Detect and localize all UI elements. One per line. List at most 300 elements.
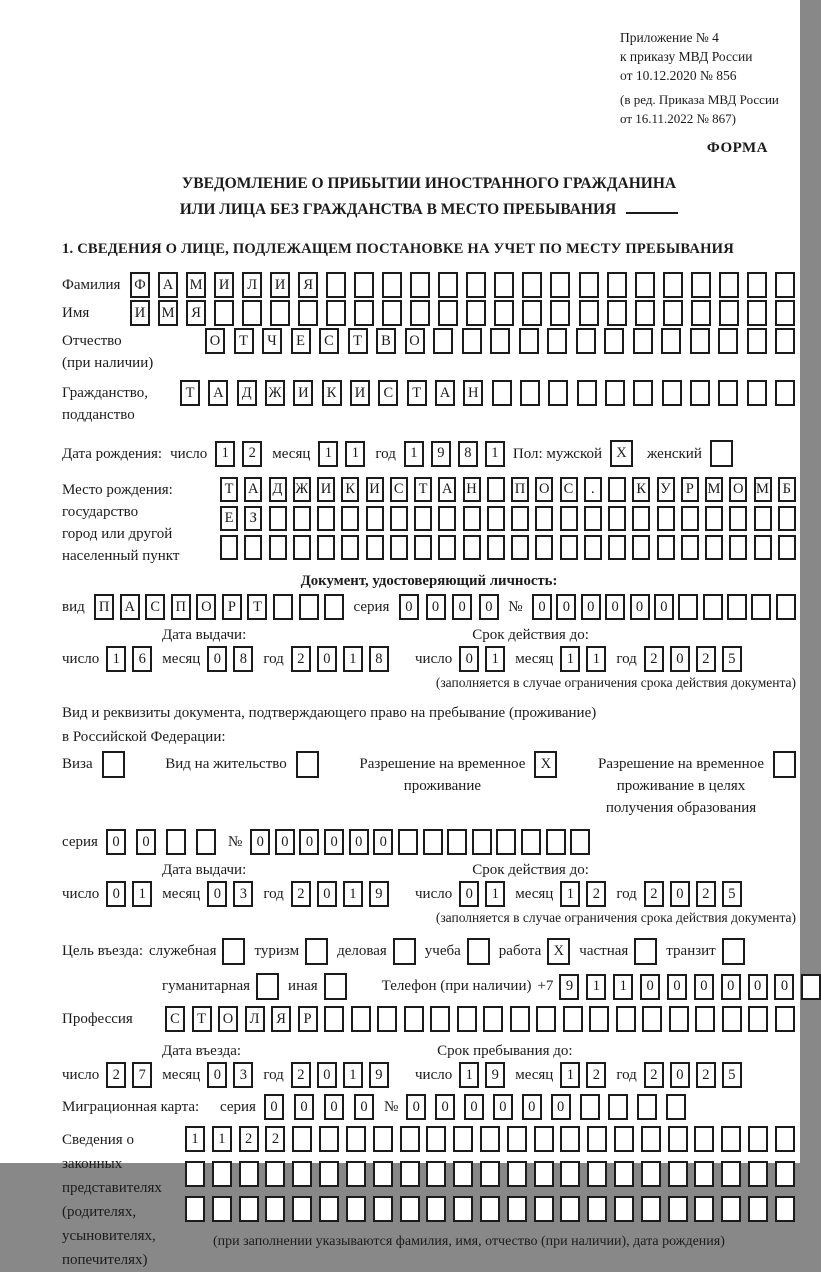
birth-place-cell[interactable]: [269, 506, 287, 531]
citizenship-cell[interactable]: К: [322, 380, 342, 406]
citizenship-cell[interactable]: [718, 380, 738, 406]
citizenship-cell[interactable]: [690, 380, 710, 406]
stay-number-cell[interactable]: 0: [324, 829, 344, 855]
expiry-day-cell[interactable]: 0: [459, 646, 479, 672]
given-name-cell[interactable]: [270, 300, 290, 326]
birth-place-cell[interactable]: И: [366, 477, 384, 502]
migration-number-cell[interactable]: [637, 1094, 657, 1120]
identity-kind-cell[interactable]: П: [94, 594, 114, 620]
birth-place-cell[interactable]: С: [390, 477, 408, 502]
representative-cell[interactable]: [748, 1161, 768, 1187]
representative-cell[interactable]: [292, 1126, 312, 1152]
issue-day-cell[interactable]: 1: [132, 881, 152, 907]
citizenship-cell[interactable]: Т: [407, 380, 427, 406]
given-name-cell[interactable]: [382, 300, 402, 326]
birth-place-cell[interactable]: Р: [681, 477, 699, 502]
birth-place-cell[interactable]: [632, 506, 650, 531]
representative-cell[interactable]: 2: [239, 1126, 259, 1152]
birth-place-cell[interactable]: [487, 477, 505, 502]
representative-cell[interactable]: [721, 1196, 741, 1222]
patronymic-cell[interactable]: [604, 328, 624, 354]
birth-month-cell[interactable]: 1: [345, 441, 365, 467]
purpose-checkbox[interactable]: [634, 938, 657, 965]
birth-place-cell[interactable]: Ж: [293, 477, 311, 502]
identity-number-cell[interactable]: [703, 594, 723, 620]
stay-number-cell[interactable]: 0: [373, 829, 393, 855]
identity-kind-cell[interactable]: С: [145, 594, 165, 620]
temp-permit-checkbox[interactable]: X: [534, 751, 557, 778]
representative-cell[interactable]: [775, 1161, 795, 1187]
issue-year-cell[interactable]: 1: [343, 646, 363, 672]
representative-cell[interactable]: [346, 1161, 366, 1187]
profession-cell[interactable]: [722, 1006, 742, 1032]
representative-cell[interactable]: [400, 1161, 420, 1187]
migration-number-cell[interactable]: 0: [522, 1094, 542, 1120]
surname-cell[interactable]: Ф: [130, 272, 150, 298]
given-name-cell[interactable]: М: [158, 300, 178, 326]
identity-series-cell[interactable]: 0: [452, 594, 472, 620]
expiry-month-cell[interactable]: 1: [560, 646, 580, 672]
until-month-cell[interactable]: 1: [560, 1062, 580, 1088]
phone-cell[interactable]: 0: [667, 974, 687, 1000]
issue-month-cell[interactable]: 0: [207, 646, 227, 672]
birth-place-cell[interactable]: А: [438, 477, 456, 502]
patronymic-cell[interactable]: О: [405, 328, 425, 354]
birth-place-cell[interactable]: [657, 535, 675, 560]
given-name-cell[interactable]: [326, 300, 346, 326]
patronymic-cell[interactable]: [718, 328, 738, 354]
entry-day-cell[interactable]: 7: [132, 1062, 152, 1088]
birth-place-cell[interactable]: [438, 506, 456, 531]
patronymic-cell[interactable]: [775, 328, 795, 354]
representative-cell[interactable]: [346, 1196, 366, 1222]
representative-cell[interactable]: [587, 1161, 607, 1187]
profession-cell[interactable]: [536, 1006, 556, 1032]
identity-kind-cell[interactable]: А: [120, 594, 140, 620]
citizenship-cell[interactable]: И: [293, 380, 313, 406]
birth-place-cell[interactable]: К: [632, 477, 650, 502]
stay-number-cell[interactable]: [447, 829, 467, 855]
birth-place-cell[interactable]: [535, 535, 553, 560]
purpose-checkbox[interactable]: [722, 938, 745, 965]
birth-place-cell[interactable]: [778, 535, 796, 560]
profession-cell[interactable]: [351, 1006, 371, 1032]
given-name-cell[interactable]: [635, 300, 655, 326]
profession-cell[interactable]: [510, 1006, 530, 1032]
citizenship-cell[interactable]: Н: [463, 380, 483, 406]
profession-cell[interactable]: [616, 1006, 636, 1032]
given-name-cell[interactable]: [214, 300, 234, 326]
representative-cell[interactable]: [292, 1161, 312, 1187]
identity-series-cell[interactable]: 0: [479, 594, 499, 620]
birth-year-cell[interactable]: 1: [404, 441, 424, 467]
birth-place-cell[interactable]: О: [535, 477, 553, 502]
identity-kind-cell[interactable]: Р: [222, 594, 242, 620]
profession-cell[interactable]: [748, 1006, 768, 1032]
profession-cell[interactable]: Л: [245, 1006, 265, 1032]
identity-kind-cell[interactable]: [299, 594, 319, 620]
representative-cell[interactable]: [560, 1126, 580, 1152]
representative-cell[interactable]: [373, 1126, 393, 1152]
identity-series-cell[interactable]: 0: [399, 594, 419, 620]
birth-place-cell[interactable]: [681, 506, 699, 531]
citizenship-cell[interactable]: И: [350, 380, 370, 406]
representative-cell[interactable]: [426, 1161, 446, 1187]
surname-cell[interactable]: И: [270, 272, 290, 298]
given-name-cell[interactable]: [438, 300, 458, 326]
identity-number-cell[interactable]: 0: [532, 594, 552, 620]
patronymic-cell[interactable]: [747, 328, 767, 354]
surname-cell[interactable]: [635, 272, 655, 298]
birth-place-cell[interactable]: [754, 535, 772, 560]
birth-place-cell[interactable]: З: [244, 506, 262, 531]
entry-year-cell[interactable]: 1: [343, 1062, 363, 1088]
representative-cell[interactable]: [400, 1196, 420, 1222]
identity-kind-cell[interactable]: Т: [247, 594, 267, 620]
identity-number-cell[interactable]: 0: [581, 594, 601, 620]
profession-cell[interactable]: [404, 1006, 424, 1032]
birth-day-cell[interactable]: 1: [215, 441, 235, 467]
profession-cell[interactable]: С: [165, 1006, 185, 1032]
birth-place-cell[interactable]: [390, 535, 408, 560]
expiry-year-cell[interactable]: 2: [644, 646, 664, 672]
citizenship-cell[interactable]: [605, 380, 625, 406]
citizenship-cell[interactable]: А: [208, 380, 228, 406]
representative-cell[interactable]: 2: [265, 1126, 285, 1152]
identity-number-cell[interactable]: [751, 594, 771, 620]
profession-cell[interactable]: [377, 1006, 397, 1032]
entry-year-cell[interactable]: 9: [369, 1062, 389, 1088]
expiry-year-cell[interactable]: 0: [670, 881, 690, 907]
representative-cell[interactable]: [587, 1196, 607, 1222]
representative-cell[interactable]: [212, 1161, 232, 1187]
patronymic-cell[interactable]: [576, 328, 596, 354]
purpose-checkbox[interactable]: [305, 938, 328, 965]
phone-cell[interactable]: [801, 974, 821, 1000]
given-name-cell[interactable]: [494, 300, 514, 326]
given-name-cell[interactable]: [663, 300, 683, 326]
birth-place-cell[interactable]: У: [657, 477, 675, 502]
profession-cell[interactable]: [324, 1006, 344, 1032]
representative-cell[interactable]: [453, 1161, 473, 1187]
until-month-cell[interactable]: 2: [586, 1062, 606, 1088]
birth-place-cell[interactable]: [729, 535, 747, 560]
representative-cell[interactable]: [373, 1196, 393, 1222]
identity-number-cell[interactable]: 0: [654, 594, 674, 620]
issue-year-cell[interactable]: 9: [369, 881, 389, 907]
patronymic-cell[interactable]: [490, 328, 510, 354]
issue-year-cell[interactable]: 8: [369, 646, 389, 672]
representative-cell[interactable]: [319, 1161, 339, 1187]
representative-cell[interactable]: 1: [212, 1126, 232, 1152]
stay-number-cell[interactable]: 0: [299, 829, 319, 855]
female-checkbox[interactable]: [710, 440, 733, 467]
birth-place-cell[interactable]: [269, 535, 287, 560]
representative-cell[interactable]: [748, 1196, 768, 1222]
visa-checkbox[interactable]: [102, 751, 125, 778]
birth-place-cell[interactable]: Т: [220, 477, 238, 502]
birth-place-cell[interactable]: [463, 506, 481, 531]
stay-series-cell[interactable]: [166, 829, 186, 855]
until-year-cell[interactable]: 2: [696, 1062, 716, 1088]
purpose-checkbox[interactable]: [324, 973, 347, 1000]
birth-place-cell[interactable]: [608, 477, 626, 502]
patronymic-cell[interactable]: [433, 328, 453, 354]
representative-cell[interactable]: [185, 1161, 205, 1187]
citizenship-cell[interactable]: Д: [237, 380, 257, 406]
given-name-cell[interactable]: [747, 300, 767, 326]
purpose-checkbox[interactable]: [256, 973, 279, 1000]
representative-cell[interactable]: [319, 1196, 339, 1222]
representative-cell[interactable]: [668, 1196, 688, 1222]
identity-kind-cell[interactable]: [273, 594, 293, 620]
citizenship-cell[interactable]: [577, 380, 597, 406]
surname-cell[interactable]: М: [186, 272, 206, 298]
citizenship-cell[interactable]: [747, 380, 767, 406]
surname-cell[interactable]: [382, 272, 402, 298]
patronymic-cell[interactable]: [661, 328, 681, 354]
birth-place-cell[interactable]: [584, 506, 602, 531]
representative-cell[interactable]: [426, 1126, 446, 1152]
birth-place-cell[interactable]: [487, 535, 505, 560]
patronymic-cell[interactable]: О: [205, 328, 225, 354]
surname-cell[interactable]: [466, 272, 486, 298]
representative-cell[interactable]: [641, 1126, 661, 1152]
patronymic-cell[interactable]: [519, 328, 539, 354]
representative-cell[interactable]: 1: [185, 1126, 205, 1152]
stay-number-cell[interactable]: [398, 829, 418, 855]
representative-cell[interactable]: [614, 1126, 634, 1152]
surname-cell[interactable]: И: [214, 272, 234, 298]
surname-cell[interactable]: Я: [298, 272, 318, 298]
birth-place-cell[interactable]: [584, 535, 602, 560]
birth-place-cell[interactable]: М: [754, 477, 772, 502]
surname-cell[interactable]: [719, 272, 739, 298]
representative-cell[interactable]: [694, 1161, 714, 1187]
profession-cell[interactable]: [457, 1006, 477, 1032]
representative-cell[interactable]: [453, 1196, 473, 1222]
representative-cell[interactable]: [748, 1126, 768, 1152]
migration-series-cell[interactable]: 0: [324, 1094, 344, 1120]
entry-month-cell[interactable]: 3: [233, 1062, 253, 1088]
phone-cell[interactable]: 9: [559, 974, 579, 1000]
edu-permit-checkbox[interactable]: [773, 751, 796, 778]
identity-number-cell[interactable]: 0: [605, 594, 625, 620]
surname-cell[interactable]: [494, 272, 514, 298]
surname-cell[interactable]: [663, 272, 683, 298]
expiry-year-cell[interactable]: 2: [696, 646, 716, 672]
representative-cell[interactable]: [668, 1126, 688, 1152]
surname-cell[interactable]: [354, 272, 374, 298]
expiry-year-cell[interactable]: 2: [644, 881, 664, 907]
profession-cell[interactable]: [483, 1006, 503, 1032]
expiry-year-cell[interactable]: 0: [670, 646, 690, 672]
stay-number-cell[interactable]: [472, 829, 492, 855]
migration-series-cell[interactable]: 0: [264, 1094, 284, 1120]
representative-cell[interactable]: [534, 1196, 554, 1222]
phone-cell[interactable]: 0: [640, 974, 660, 1000]
citizenship-cell[interactable]: С: [378, 380, 398, 406]
citizenship-cell[interactable]: [492, 380, 512, 406]
birth-place-cell[interactable]: [366, 506, 384, 531]
birth-place-cell[interactable]: [390, 506, 408, 531]
surname-cell[interactable]: [522, 272, 542, 298]
representative-cell[interactable]: [212, 1196, 232, 1222]
birth-year-cell[interactable]: 1: [485, 441, 505, 467]
birth-place-cell[interactable]: [535, 506, 553, 531]
representative-cell[interactable]: [694, 1126, 714, 1152]
representative-cell[interactable]: [775, 1196, 795, 1222]
birth-place-cell[interactable]: [487, 506, 505, 531]
given-name-cell[interactable]: [410, 300, 430, 326]
surname-cell[interactable]: [691, 272, 711, 298]
birth-place-cell[interactable]: Н: [463, 477, 481, 502]
issue-day-cell[interactable]: 6: [132, 646, 152, 672]
phone-cell[interactable]: 0: [721, 974, 741, 1000]
profession-cell[interactable]: [669, 1006, 689, 1032]
birth-place-cell[interactable]: [414, 535, 432, 560]
birth-place-cell[interactable]: [317, 506, 335, 531]
birth-place-cell[interactable]: [681, 535, 699, 560]
birth-month-cell[interactable]: 1: [318, 441, 338, 467]
migration-number-cell[interactable]: [666, 1094, 686, 1120]
given-name-cell[interactable]: [775, 300, 795, 326]
birth-place-cell[interactable]: Б: [778, 477, 796, 502]
birth-place-cell[interactable]: [608, 506, 626, 531]
issue-year-cell[interactable]: 0: [317, 646, 337, 672]
representative-cell[interactable]: [507, 1196, 527, 1222]
migration-number-cell[interactable]: 0: [551, 1094, 571, 1120]
citizenship-cell[interactable]: [662, 380, 682, 406]
citizenship-cell[interactable]: Т: [180, 380, 200, 406]
representative-cell[interactable]: [587, 1126, 607, 1152]
birth-place-cell[interactable]: [754, 506, 772, 531]
stay-series-cell[interactable]: [196, 829, 216, 855]
profession-cell[interactable]: Я: [271, 1006, 291, 1032]
given-name-cell[interactable]: [466, 300, 486, 326]
identity-number-cell[interactable]: 0: [630, 594, 650, 620]
profession-cell[interactable]: [642, 1006, 662, 1032]
stay-number-cell[interactable]: [423, 829, 443, 855]
given-name-cell[interactable]: Я: [186, 300, 206, 326]
patronymic-cell[interactable]: Ч: [262, 328, 282, 354]
phone-cell[interactable]: 1: [586, 974, 606, 1000]
entry-month-cell[interactable]: 0: [207, 1062, 227, 1088]
patronymic-cell[interactable]: С: [319, 328, 339, 354]
citizenship-cell[interactable]: Ж: [265, 380, 285, 406]
representative-cell[interactable]: [641, 1196, 661, 1222]
representative-cell[interactable]: [239, 1196, 259, 1222]
given-name-cell[interactable]: [607, 300, 627, 326]
surname-cell[interactable]: [438, 272, 458, 298]
birth-place-cell[interactable]: [705, 506, 723, 531]
birth-place-cell[interactable]: [511, 535, 529, 560]
migration-series-cell[interactable]: 0: [294, 1094, 314, 1120]
issue-month-cell[interactable]: 0: [207, 881, 227, 907]
birth-place-cell[interactable]: Д: [269, 477, 287, 502]
representative-cell[interactable]: [614, 1196, 634, 1222]
representative-cell[interactable]: [534, 1161, 554, 1187]
profession-cell[interactable]: О: [218, 1006, 238, 1032]
issue-year-cell[interactable]: 0: [317, 881, 337, 907]
purpose-checkbox[interactable]: [467, 938, 490, 965]
representative-cell[interactable]: [507, 1126, 527, 1152]
until-day-cell[interactable]: 1: [459, 1062, 479, 1088]
surname-cell[interactable]: А: [158, 272, 178, 298]
issue-year-cell[interactable]: 1: [343, 881, 363, 907]
identity-kind-cell[interactable]: О: [196, 594, 216, 620]
birth-place-cell[interactable]: Т: [414, 477, 432, 502]
patronymic-cell[interactable]: Е: [291, 328, 311, 354]
expiry-month-cell[interactable]: 1: [586, 646, 606, 672]
identity-number-cell[interactable]: [678, 594, 698, 620]
expiry-year-cell[interactable]: 5: [722, 881, 742, 907]
stay-number-cell[interactable]: 0: [250, 829, 270, 855]
representative-cell[interactable]: [480, 1196, 500, 1222]
phone-cell[interactable]: 0: [694, 974, 714, 1000]
birth-place-cell[interactable]: [341, 506, 359, 531]
representative-cell[interactable]: [453, 1126, 473, 1152]
representative-cell[interactable]: [239, 1161, 259, 1187]
representative-cell[interactable]: [641, 1161, 661, 1187]
phone-cell[interactable]: 0: [748, 974, 768, 1000]
profession-cell[interactable]: [589, 1006, 609, 1032]
expiry-year-cell[interactable]: 2: [696, 881, 716, 907]
birth-place-cell[interactable]: .: [584, 477, 602, 502]
patronymic-cell[interactable]: Т: [234, 328, 254, 354]
birth-place-cell[interactable]: [220, 535, 238, 560]
birth-place-cell[interactable]: А: [244, 477, 262, 502]
issue-day-cell[interactable]: 0: [106, 881, 126, 907]
representative-cell[interactable]: [694, 1196, 714, 1222]
citizenship-cell[interactable]: А: [435, 380, 455, 406]
profession-cell[interactable]: [775, 1006, 795, 1032]
migration-number-cell[interactable]: 0: [464, 1094, 484, 1120]
stay-series-cell[interactable]: 0: [106, 829, 126, 855]
expiry-day-cell[interactable]: 0: [459, 881, 479, 907]
given-name-cell[interactable]: [298, 300, 318, 326]
representative-cell[interactable]: [534, 1126, 554, 1152]
stay-number-cell[interactable]: [521, 829, 541, 855]
expiry-day-cell[interactable]: 1: [485, 646, 505, 672]
migration-number-cell[interactable]: 0: [435, 1094, 455, 1120]
representative-cell[interactable]: [775, 1126, 795, 1152]
issue-year-cell[interactable]: 2: [291, 881, 311, 907]
birth-place-cell[interactable]: [657, 506, 675, 531]
representative-cell[interactable]: [480, 1161, 500, 1187]
birth-day-cell[interactable]: 2: [242, 441, 262, 467]
representative-cell[interactable]: [319, 1126, 339, 1152]
stay-number-cell[interactable]: 0: [275, 829, 295, 855]
representative-cell[interactable]: [668, 1161, 688, 1187]
patronymic-cell[interactable]: В: [376, 328, 396, 354]
birth-place-cell[interactable]: [366, 535, 384, 560]
surname-cell[interactable]: [775, 272, 795, 298]
representative-cell[interactable]: [560, 1161, 580, 1187]
identity-kind-cell[interactable]: П: [171, 594, 191, 620]
birth-place-cell[interactable]: [560, 535, 578, 560]
given-name-cell[interactable]: [719, 300, 739, 326]
given-name-cell[interactable]: [579, 300, 599, 326]
representative-cell[interactable]: [721, 1161, 741, 1187]
birth-place-cell[interactable]: О: [729, 477, 747, 502]
stay-number-cell[interactable]: [496, 829, 516, 855]
issue-month-cell[interactable]: 3: [233, 881, 253, 907]
citizenship-cell[interactable]: [633, 380, 653, 406]
birth-place-cell[interactable]: [293, 506, 311, 531]
birth-place-cell[interactable]: М: [705, 477, 723, 502]
given-name-cell[interactable]: [354, 300, 374, 326]
